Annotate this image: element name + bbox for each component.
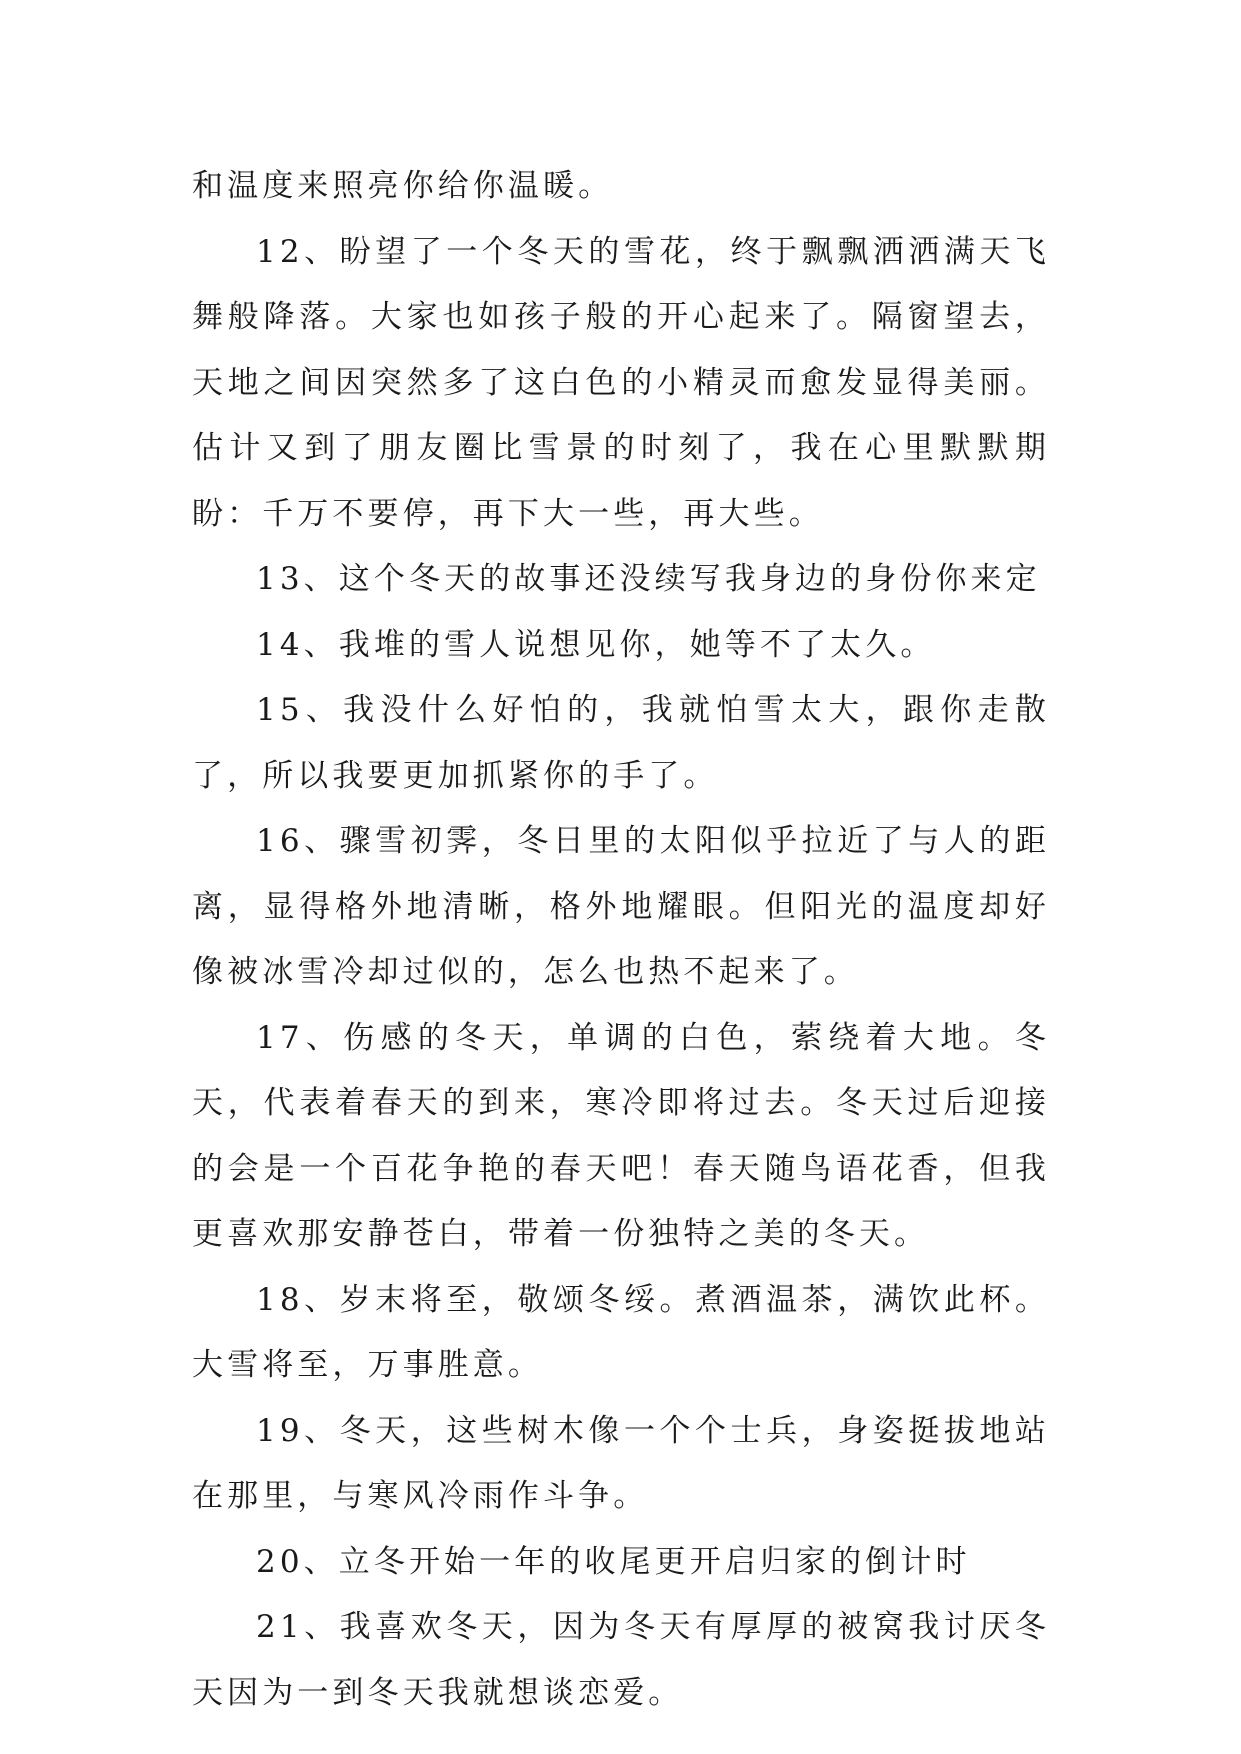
paragraph-item-18: 18、岁末将至，敬颂冬绥。煮酒温茶，满饮此杯。大雪将至，万事胜意。: [192, 1281, 1050, 1383]
paragraph-item-20: 20、立冬开始一年的收尾更开启归家的倒计时: [256, 1543, 971, 1580]
paragraph-continuation: 和温度来照亮你给你温暖。: [192, 168, 614, 204]
paragraph-item-13: 13、这个冬天的故事还没续写我身边的身份你来定: [256, 561, 1041, 597]
document-body: [192, 154, 1050, 1726]
paragraph-item-16: 16、骤雪初霁，冬日里的太阳似乎拉近了与人的距离，显得格外地清晰，格外地耀眼。但阳光的温度却好像被冰雪冷却过似的，怎么也热不起来了。: [192, 823, 1050, 990]
paragraph-item-15: 15、我没什么好怕的，我就怕雪太大，跟你走散了，所以我要更加抓紧你的手了。: [192, 692, 1050, 794]
paragraph-item-14: 14、我堆的雪人说想见你，她等不了太久。: [256, 626, 936, 663]
paragraph-item-21: 21、我喜欢冬天，因为冬天有厚厚的被窝我讨厌冬天因为一到冬天我就想谈恋爱。: [192, 1609, 1050, 1711]
paragraph-item-12: 12、盼望了一个冬天的雪花，终于飘飘洒洒满天飞舞般降落。大家也如孩子般的开心起来了。隔窗望去，天地之间因突然多了这白色的小精灵而愈发显得美丽。估计又到了朋友圈比雪景的时刻了，我在心里默默期盼：千万不要停，再下大一些，再大些。: [192, 233, 1050, 532]
paragraph-item-17: 17、伤感的冬天，单调的白色，萦绕着大地。冬天，代表着春天的到来，寒冷即将过去。冬天过后迎接的会是一个百花争艳的春天吧！春天随鸟语花香，但我更喜欢那安静苍白，带着一份独特之美的冬天。: [192, 1019, 1050, 1252]
paragraph-item-19: 19、冬天，这些树木像一个个士兵，身姿挺拔地站在那里，与寒风冷雨作斗争。: [192, 1412, 1050, 1514]
